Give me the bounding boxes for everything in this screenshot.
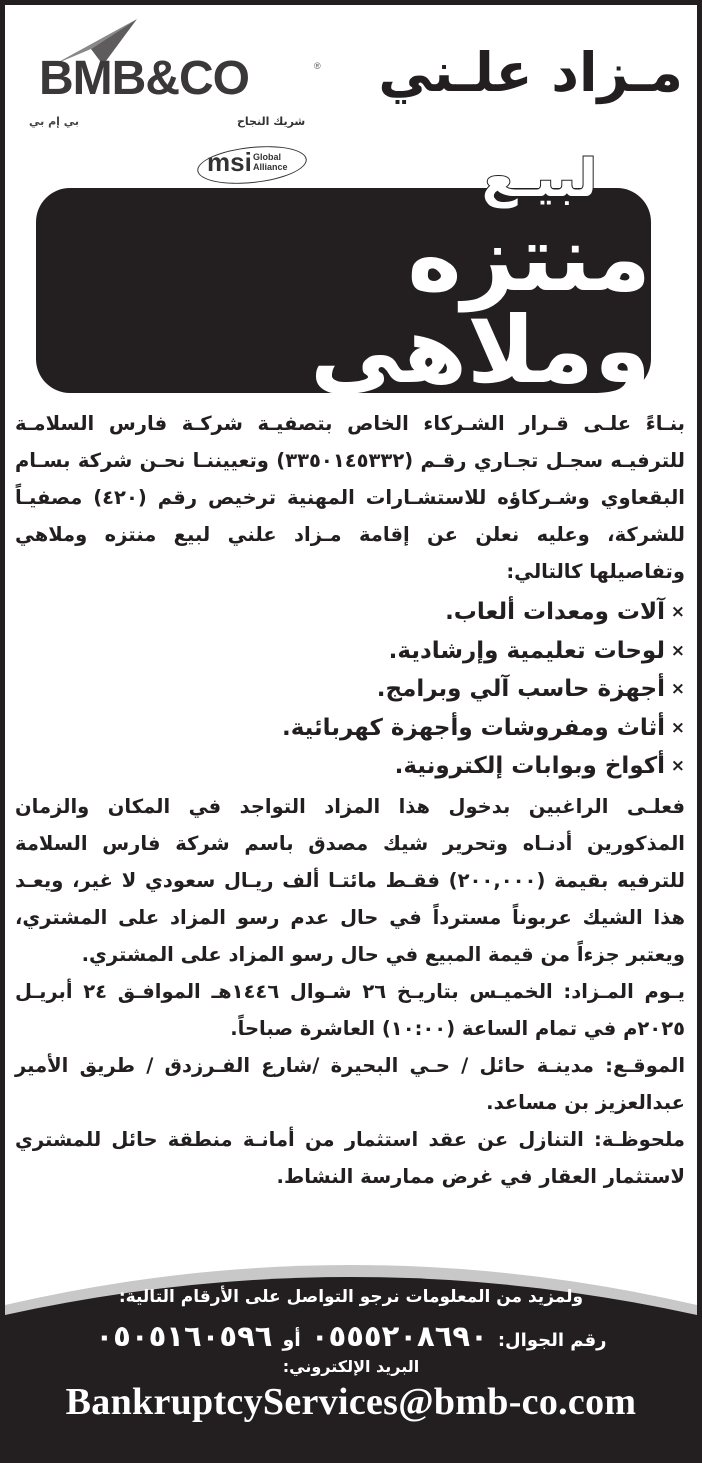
msi-line2: Alliance (253, 162, 288, 172)
phone-number-1[interactable]: ٠٥٥٥٢٠٨٦٩٠ (310, 1319, 488, 1353)
msi-line1: Global (253, 152, 282, 162)
page-title: مـزاد علـني (378, 41, 683, 104)
bmb-logo (17, 15, 321, 135)
msi-global-alliance-logo (197, 143, 312, 187)
phone-number-2[interactable]: ٠٥٠٥١٦٠٥٩٦ (95, 1319, 273, 1353)
or-separator: أو (282, 1329, 301, 1351)
note (15, 1121, 685, 1195)
phone-label: رقم الجوال: (497, 1330, 607, 1351)
list-item (15, 632, 685, 671)
list-item (15, 593, 685, 632)
list-item (15, 747, 685, 786)
logo-wordmark: BMB&CO (39, 52, 249, 105)
location-text: مدينـة حائل / حـي البحيرة /شارع الفـرزدق / طريق الأمير عبدالعزيز بن مساعد. (15, 1053, 685, 1114)
contact-intro: ولمزيد من المعلومات نرجو التواصل على الأرقام التالية: (118, 1287, 584, 1307)
email-address[interactable]: BankruptcyServices@bmb-co.com (65, 1381, 637, 1423)
msi-subtitle (253, 152, 288, 172)
for-sale-label: لبيـع (481, 149, 597, 209)
list-item-text: أكواخ وبوابات إلكترونية. (394, 753, 665, 779)
announcement-body (15, 405, 685, 1195)
location-label: الموقـع: (605, 1053, 685, 1077)
asset-list (15, 593, 685, 786)
cross-bullet-icon: × (670, 640, 685, 661)
list-item (15, 670, 685, 709)
list-item-text: لوحات تعليمية وإرشادية. (388, 637, 665, 664)
intro-paragraph: بنـاءً علـى قـرار الشـركاء الخاص بتصفيـة شركـة فارس السلامـة للترفيـه سجـل تجـاري رقـم (٣٣٥٠١٤٥٣٣٢) وتعييننـا نحـن شركة بسـام البقعاوي وشـركاؤه للاستشـارات المهنية ترخيص رقم (٤٢٠) مصفيـاً للشركة، وعليه نعلن عن إقامة مـزاد علني لبيع منتزه وملاهي وتفاصيلها كالتالي: (15, 412, 685, 583)
list-item (15, 709, 685, 748)
auction-day-label: يـوم المـزاد: (563, 979, 685, 1003)
list-item-text: أثاث ومفروشات وأجهزة كهربائية. (281, 714, 665, 741)
auction-location (15, 1047, 685, 1121)
registered-mark: ® (314, 61, 321, 71)
cross-bullet-icon: × (670, 602, 685, 622)
phone-numbers (5, 1319, 697, 1353)
contact-footer (5, 1243, 697, 1458)
conditions-paragraph: فعلـى الراغبين بدخول هذا المزاد التواجد في المكان والزمان المذكورين أدنـاه وتحرير شيك مصدق باسم شركة فارس السلامة للترفيه بقيمة (٢٠٠,٠٠٠) فقـط مائتـا ألف ريـال سعودي لا غير، ويعـد هذا الشيك عربوناً مسترداً في حال عدم رسو المزاد على المشتري، ويعتبر جزءاً من قيمة المبيع في حال رسو المزاد على المشتري. (15, 794, 685, 966)
logo-tagline: شريك النجاح (237, 115, 306, 128)
banner-title: منتزه وملاهي (310, 204, 651, 404)
list-item-text: أجهزة حاسب آلي وبرامج. (376, 676, 665, 702)
cross-bullet-icon: × (670, 679, 685, 699)
contact-info (5, 1283, 697, 1424)
auction-day-text: الخميـس بتاريـخ ٢٦ شـوال ١٤٤٦هـ الموافـق ٢٤ أبريـل ٢٠٢٥م في تمام الساعة (١٠:٠٠) العاشرة صباحاً. (15, 979, 685, 1040)
list-item-text: آلات ومعدات ألعاب. (445, 599, 665, 625)
auction-day (15, 973, 685, 1047)
title-banner (36, 188, 651, 404)
cross-bullet-icon: × (670, 717, 685, 738)
note-label: ملحوظـة: (594, 1127, 685, 1151)
email-label: البريد الإلكتروني: (282, 1357, 420, 1376)
note-text: التنازل عن عقد استثمار من أمانـة منطقة حائل للمشتري لاستثمار العقار في غرض ممارسة النشاط. (15, 1127, 685, 1188)
msi-acronym: msi (207, 147, 252, 177)
logo-arabic-name: بي إم بي (29, 115, 80, 128)
cross-bullet-icon: × (670, 756, 685, 776)
